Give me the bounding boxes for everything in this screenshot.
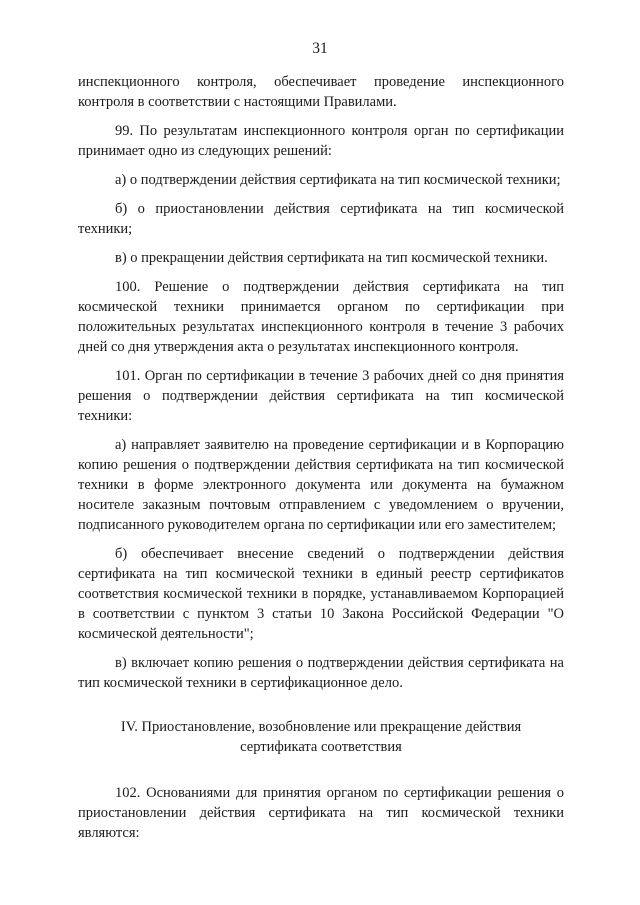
- page-number: 31: [312, 40, 328, 57]
- section-heading: [78, 717, 564, 757]
- section-heading-line-1: IV. Приостановление, возобновление или прекращение действия: [120, 719, 522, 735]
- paragraph-101-a: а) направляет заявителю на проведение сертификации и в Корпорацию копию решения о подтверждении действия сертификата на тип космической техники в форме электронного документа или документа на бумажном носителе заказным почтовым отправлением с уведомлением о вручении, подписанного руководителем органа по сертификации или его заместителем;: [78, 437, 564, 533]
- paragraph-99: 99. По результатам инспекционного контроля орган по сертификации принимает одно из следующих решений:: [78, 123, 564, 159]
- paragraph-101-b: б) обеспечивает внесение сведений о подтверждении действия сертификата на тип космической техники в единый реестр сертификатов соответствия космической техники в порядке, устанавливаемом Корпорацией в соответствии с пунктом 3 статьи 10 Закона Российской Федерации "О космической деятельности";: [78, 546, 564, 642]
- paragraph-99-b: б) о приостановлении действия сертификата на тип космической техники;: [78, 201, 564, 237]
- paragraph-continuation: инспекционного контроля, обеспечивает проведение инспекционного контроля в соответствии с настоящими Правилами.: [78, 74, 564, 110]
- paragraph-99-a: а) о подтверждении действия сертификата на тип космической техники;: [115, 172, 561, 188]
- paragraph-101: 101. Орган по сертификации в течение 3 рабочих дней со дня принятия решения о подтверждении действия сертификата на тип космической техники:: [78, 368, 564, 424]
- paragraph-99-c: в) о прекращении действия сертификата на тип космической техники.: [115, 250, 548, 266]
- paragraph-102: 102. Основаниями для принятия органом по сертификации решения о приостановлении действия сертификата на тип космической техники являются:: [78, 785, 564, 841]
- paragraph-100: 100. Решение о подтверждении действия сертификата на тип космической техники принимается органом по сертификации при положительных результатах инспекционного контроля в течение 3 рабочих дней со дня утверждения акта о результатах инспекционного контроля.: [78, 279, 564, 355]
- document-body: [78, 72, 564, 852]
- section-heading-line-2: сертификата соответствия: [240, 739, 402, 755]
- paragraph-101-c: в) включает копию решения о подтверждении действия сертификата на тип космической техники в сертификационное дело.: [78, 655, 564, 691]
